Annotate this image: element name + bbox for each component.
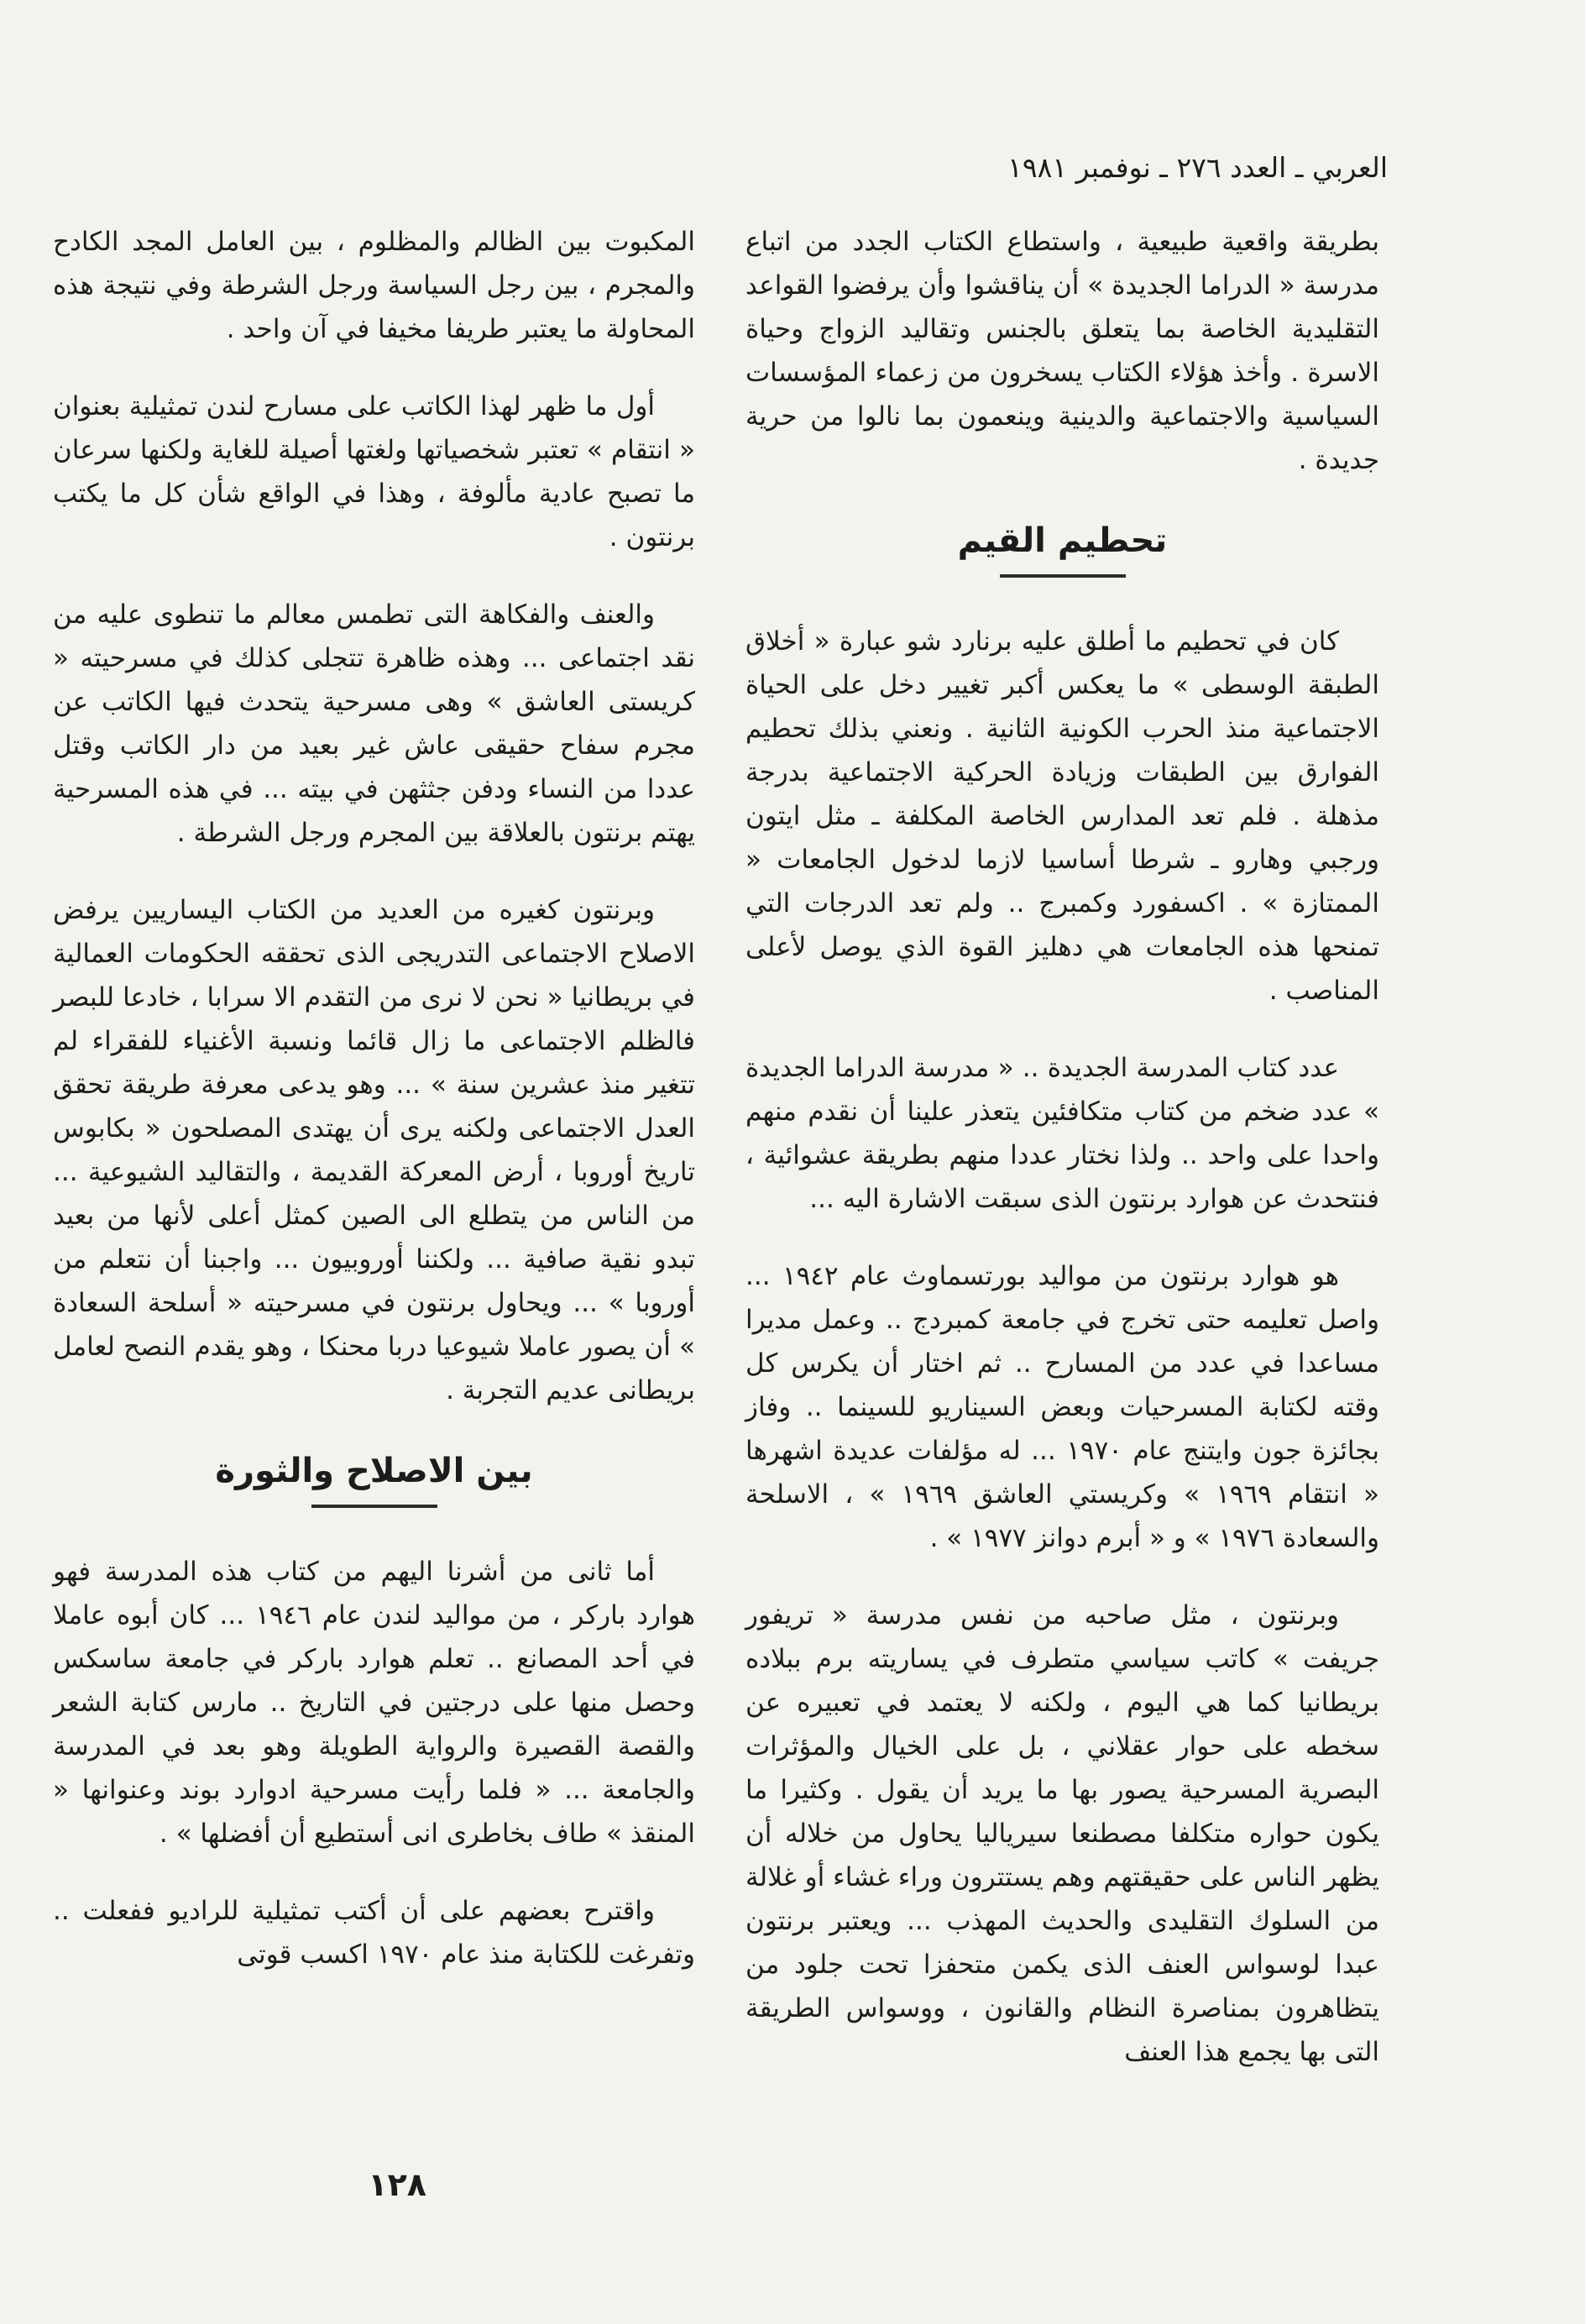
section-heading: بين الاصلاح والثورة: [215, 1452, 533, 1490]
page-number: ١٢٨: [368, 2166, 426, 2203]
paragraph: وبرنتون كغيره من العديد من الكتاب اليساريين يرفض الاصلاح الاجتماعى التدريجى الذى تحققه الحكومات العمالية في بريطانيا « نحن لا نرى من التقدم الا سرابا ، خادعا للبصر فالظلم الاجتماعى ما زال قائما ونسبة الأغنياء للفقراء لم تتغير منذ عشرين سنة » ... وهو يدعى معرفة طريقة تحقق العدل الاجتماعى ولكنه يرى أن يهتدى المصلحون « بكابوس تاريخ أوروبا ، أرض المعركة القديمة ، والتقاليد الشيوعية ... من الناس من يتطلع الى الصين كمثل أعلى لأنها من بعيد تبدو نقية صافية ... ولكننا أوروبيون ... واجبنا أن نتعلم من أوروبا » ... ويحاول برنتون في مسرحيته « أسلحة السعادة » أن يصور عاملا شيوعيا دربا محنكا ، وهو يقدم النصح لعامل بريطانى عديم التجربة .: [53, 895, 695, 1405]
heading-underline: [311, 1505, 437, 1508]
paragraph: وبرنتون ، مثل صاحبه من نفس مدرسة « تريفور جريفت » كاتب سياسي متطرف في يساريته برم ببلاده بريطانيا كما هي اليوم ، ولكنه لا يعتمد في تعبيره عن سخطه على حوار عقلاني ، بل على الخيال والمؤثرات البصرية المسرحية يصور بها ما يريد أن يقول . وكثيرا ما يكون حواره متكلفا مصطنعا سيرياليا يحاول من خلاله أن يظهر الناس على حقيقتهم وهم يستترون وراء غشاء أو غلالة من السلوك التقليدى والحديث المهذب ... ويعتبر برنتون عبدا لوسواس العنف الذى يكمن متحفزا تحت جلود من يتظاهرون بمناصرة النظام والقانون ، ووسواس الطريقة التى بها يجمع هذا العنف: [745, 1600, 1379, 2067]
paragraph: أول ما ظهر لهذا الكاتب على مسارح لندن تمثيلية بعنوان « انتقام » تعتبر شخصياتها ولغتها أصيلة للغاية ولكنها سرعان ما تصبح عادية مألوفة ، وهذا في الواقع شأن كل ما يكتب برنتون .: [53, 391, 695, 552]
paragraph: بطريقة واقعية طبيعية ، واستطاع الكتاب الجدد من اتباع مدرسة « الدراما الجديدة » أن يناقشوا وأن يرفضوا القواعد التقليدية الخاصة بما يتعلق بالجنس وتقاليد الزواج وحياة الاسرة . وأخذ هؤلاء الكتاب يسخرون من زعماء المؤسسات السياسية والاجتماعية والدينية وينعمون بما نالوا من حرية جديدة .: [745, 227, 1379, 475]
section-heading: تحطيم القيم: [957, 521, 1168, 560]
right-column: [745, 220, 1379, 2107]
paragraph: واقترح بعضهم على أن أكتب تمثيلية للراديو ففعلت .. وتفرغت للكتابة منذ عام ١٩٧٠ اكسب قوتى: [53, 1896, 695, 1970]
left-column: [53, 220, 695, 2010]
running-header: العربي ـ العدد ٢٧٦ ـ نوفمبر ١٩٨١: [1007, 151, 1388, 184]
paragraph: هو هوارد برنتون من مواليد بورتسماوث عام ١٩٤٢ ... واصل تعليمه حتى تخرج في جامعة كمبردج .. وعمل مديرا مساعدا في عدد من المسارح .. ثم اختار أن يكرس كل وقته لكتابة المسرحيات وبعض السيناريو للسينما .. وفاز بجائزة جون وايتنج عام ١٩٧٠ ... له مؤلفات عديدة اشهرها « انتقام ١٩٦٩ » وكريستي العاشق ١٩٦٩ » ، الاسلحة والسعادة ١٩٧٦ » و « أبرم دوانز ١٩٧٧ » .: [745, 1261, 1379, 1553]
paragraph: أما ثانى من أشرنا اليهم من كتاب هذه المدرسة فهو هوارد باركر ، من مواليد لندن عام ١٩٤٦ ... كان أبوه عاملا في أحد المصانع .. تعلم هوارد باركر في جامعة ساسكس وحصل منها على درجتين في التاريخ .. مارس كتابة الشعر والقصة القصيرة والرواية الطويلة وهو بعد في المدرسة والجامعة ... « فلما رأيت مسرحية ادوارد بوند وعنوانها « المنقذ » طاف بخاطرى انى أستطيع أن أفضلها » .: [53, 1557, 695, 1849]
paragraph: والعنف والفكاهة التى تطمس معالم ما تنطوى عليه من نقد اجتماعى ... وهذه ظاهرة تتجلى كذلك في مسرحيته « كريستى العاشق » وهى مسرحية يتحدث فيها الكاتب عن مجرم سفاح حقيقى عاش غير بعيد من دار الكاتب وقتل عددا من النساء ودفن جثثهن في بيته ... في هذه المسرحية يهتم برنتون بالعلاقة بين المجرم ورجل الشرطة .: [53, 599, 695, 848]
heading-underline: [1000, 574, 1126, 578]
paragraph: كان في تحطيم ما أطلق عليه برنارد شو عبارة « أخلاق الطبقة الوسطى » ما يعكس أكبر تغيير دخل على الحياة الاجتماعية منذ الحرب الكونية الثانية . ونعني بذلك تحطيم الفوارق بين الطبقات وزيادة الحركية الاجتماعية بدرجة مذهلة . فلم تعد المدارس الخاصة المكلفة ـ مثل ايتون ورجبي وهارو ـ شرطا أساسيا لازما لدخول الجامعات « الممتازة » . اكسفورد وكمبرج .. ولم تعد الدرجات التي تمنحها هذه الجامعات هي دهليز القوة الذي يوصل لأعلى المناصب .: [745, 626, 1379, 1006]
paragraph: المكبوت بين الظالم والمظلوم ، بين العامل المجد الكادح والمجرم ، بين رجل السياسة ورجل الشرطة وفي نتيجة هذه المحاولة ما يعتبر طريفا مخيفا في آن واحد .: [53, 227, 695, 344]
paragraph: عدد كتاب المدرسة الجديدة .. « مدرسة الدراما الجديدة » عدد ضخم من كتاب متكافئين يتعذر علينا أن نقدم منهم واحدا على واحد .. ولذا نختار عددا منهم بطريقة عشوائية ، فنتحدث عن هوارد برنتون الذى سبقت الاشارة اليه ...: [745, 1053, 1379, 1214]
